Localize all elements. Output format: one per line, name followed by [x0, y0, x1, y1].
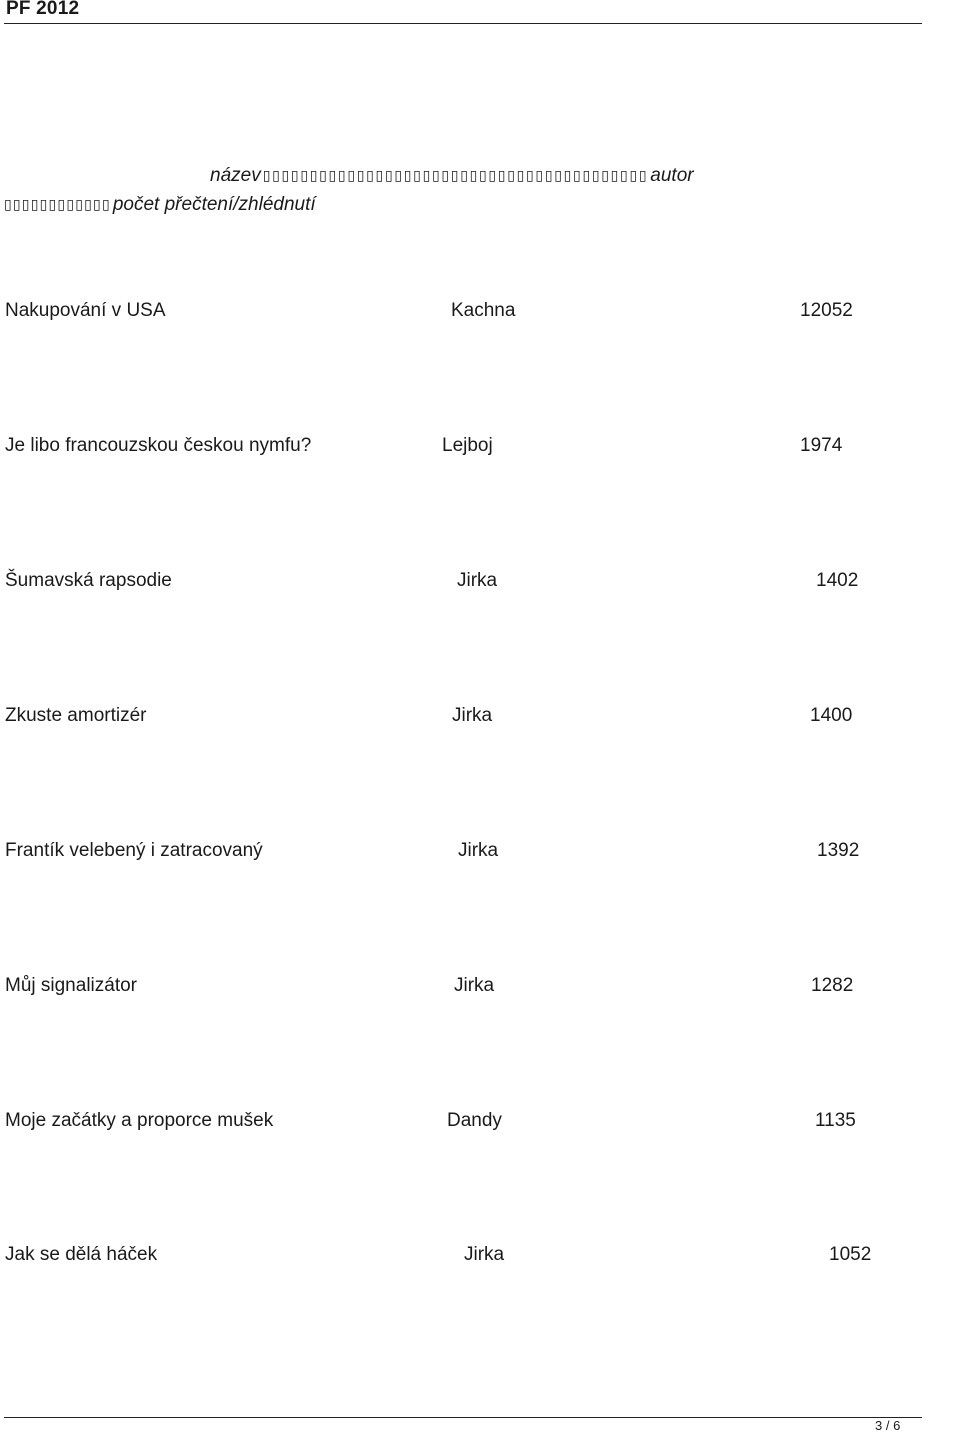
row-author: Jirka	[452, 705, 493, 726]
row-author: Jirka	[464, 1244, 505, 1265]
column-header-author: autor	[650, 165, 694, 186]
row-title: Nakupování v USA	[5, 300, 166, 321]
header-rule	[4, 23, 922, 24]
column-header-line-1	[210, 165, 694, 187]
row-author: Dandy	[447, 1110, 502, 1131]
row-author: Jirka	[458, 840, 499, 861]
header-filler: ▯▯▯▯▯▯▯▯▯▯▯▯▯▯▯▯▯▯▯▯▯▯▯▯▯▯▯▯▯▯▯▯▯▯▯▯▯▯▯▯▯	[262, 167, 649, 183]
header-filler: ▯▯▯▯▯▯▯▯▯▯▯▯	[4, 196, 111, 212]
row-count: 1974	[800, 435, 843, 456]
row-author: Jirka	[454, 975, 495, 996]
column-header-title: název	[210, 165, 261, 186]
row-count: 12052	[800, 300, 853, 321]
row-author: Jirka	[457, 570, 498, 591]
row-count: 1052	[829, 1244, 872, 1265]
row-count: 1402	[816, 570, 859, 591]
page-number: 3 / 6	[875, 1418, 901, 1433]
row-count: 1135	[815, 1110, 856, 1131]
row-count: 1400	[810, 705, 853, 726]
row-title: Můj signalizátor	[5, 975, 137, 996]
row-author: Lejboj	[442, 435, 493, 456]
row-title: Moje začátky a proporce mušek	[5, 1110, 274, 1131]
row-count: 1282	[811, 975, 854, 996]
row-count: 1392	[817, 840, 860, 861]
row-title: Zkuste amortizér	[5, 705, 147, 726]
column-header-line-2	[4, 194, 316, 216]
row-title: Šumavská rapsodie	[5, 570, 172, 591]
row-title: Je libo francouzskou českou nymfu?	[5, 435, 312, 456]
footer-rule	[4, 1417, 922, 1418]
document-title: PF 2012	[6, 0, 80, 19]
row-author: Kachna	[451, 300, 516, 321]
row-title: Frantík velebený i zatracovaný	[5, 840, 263, 861]
row-title: Jak se dělá háček	[5, 1244, 158, 1265]
column-header-count: počet přečtení/zhlédnutí	[112, 194, 316, 215]
